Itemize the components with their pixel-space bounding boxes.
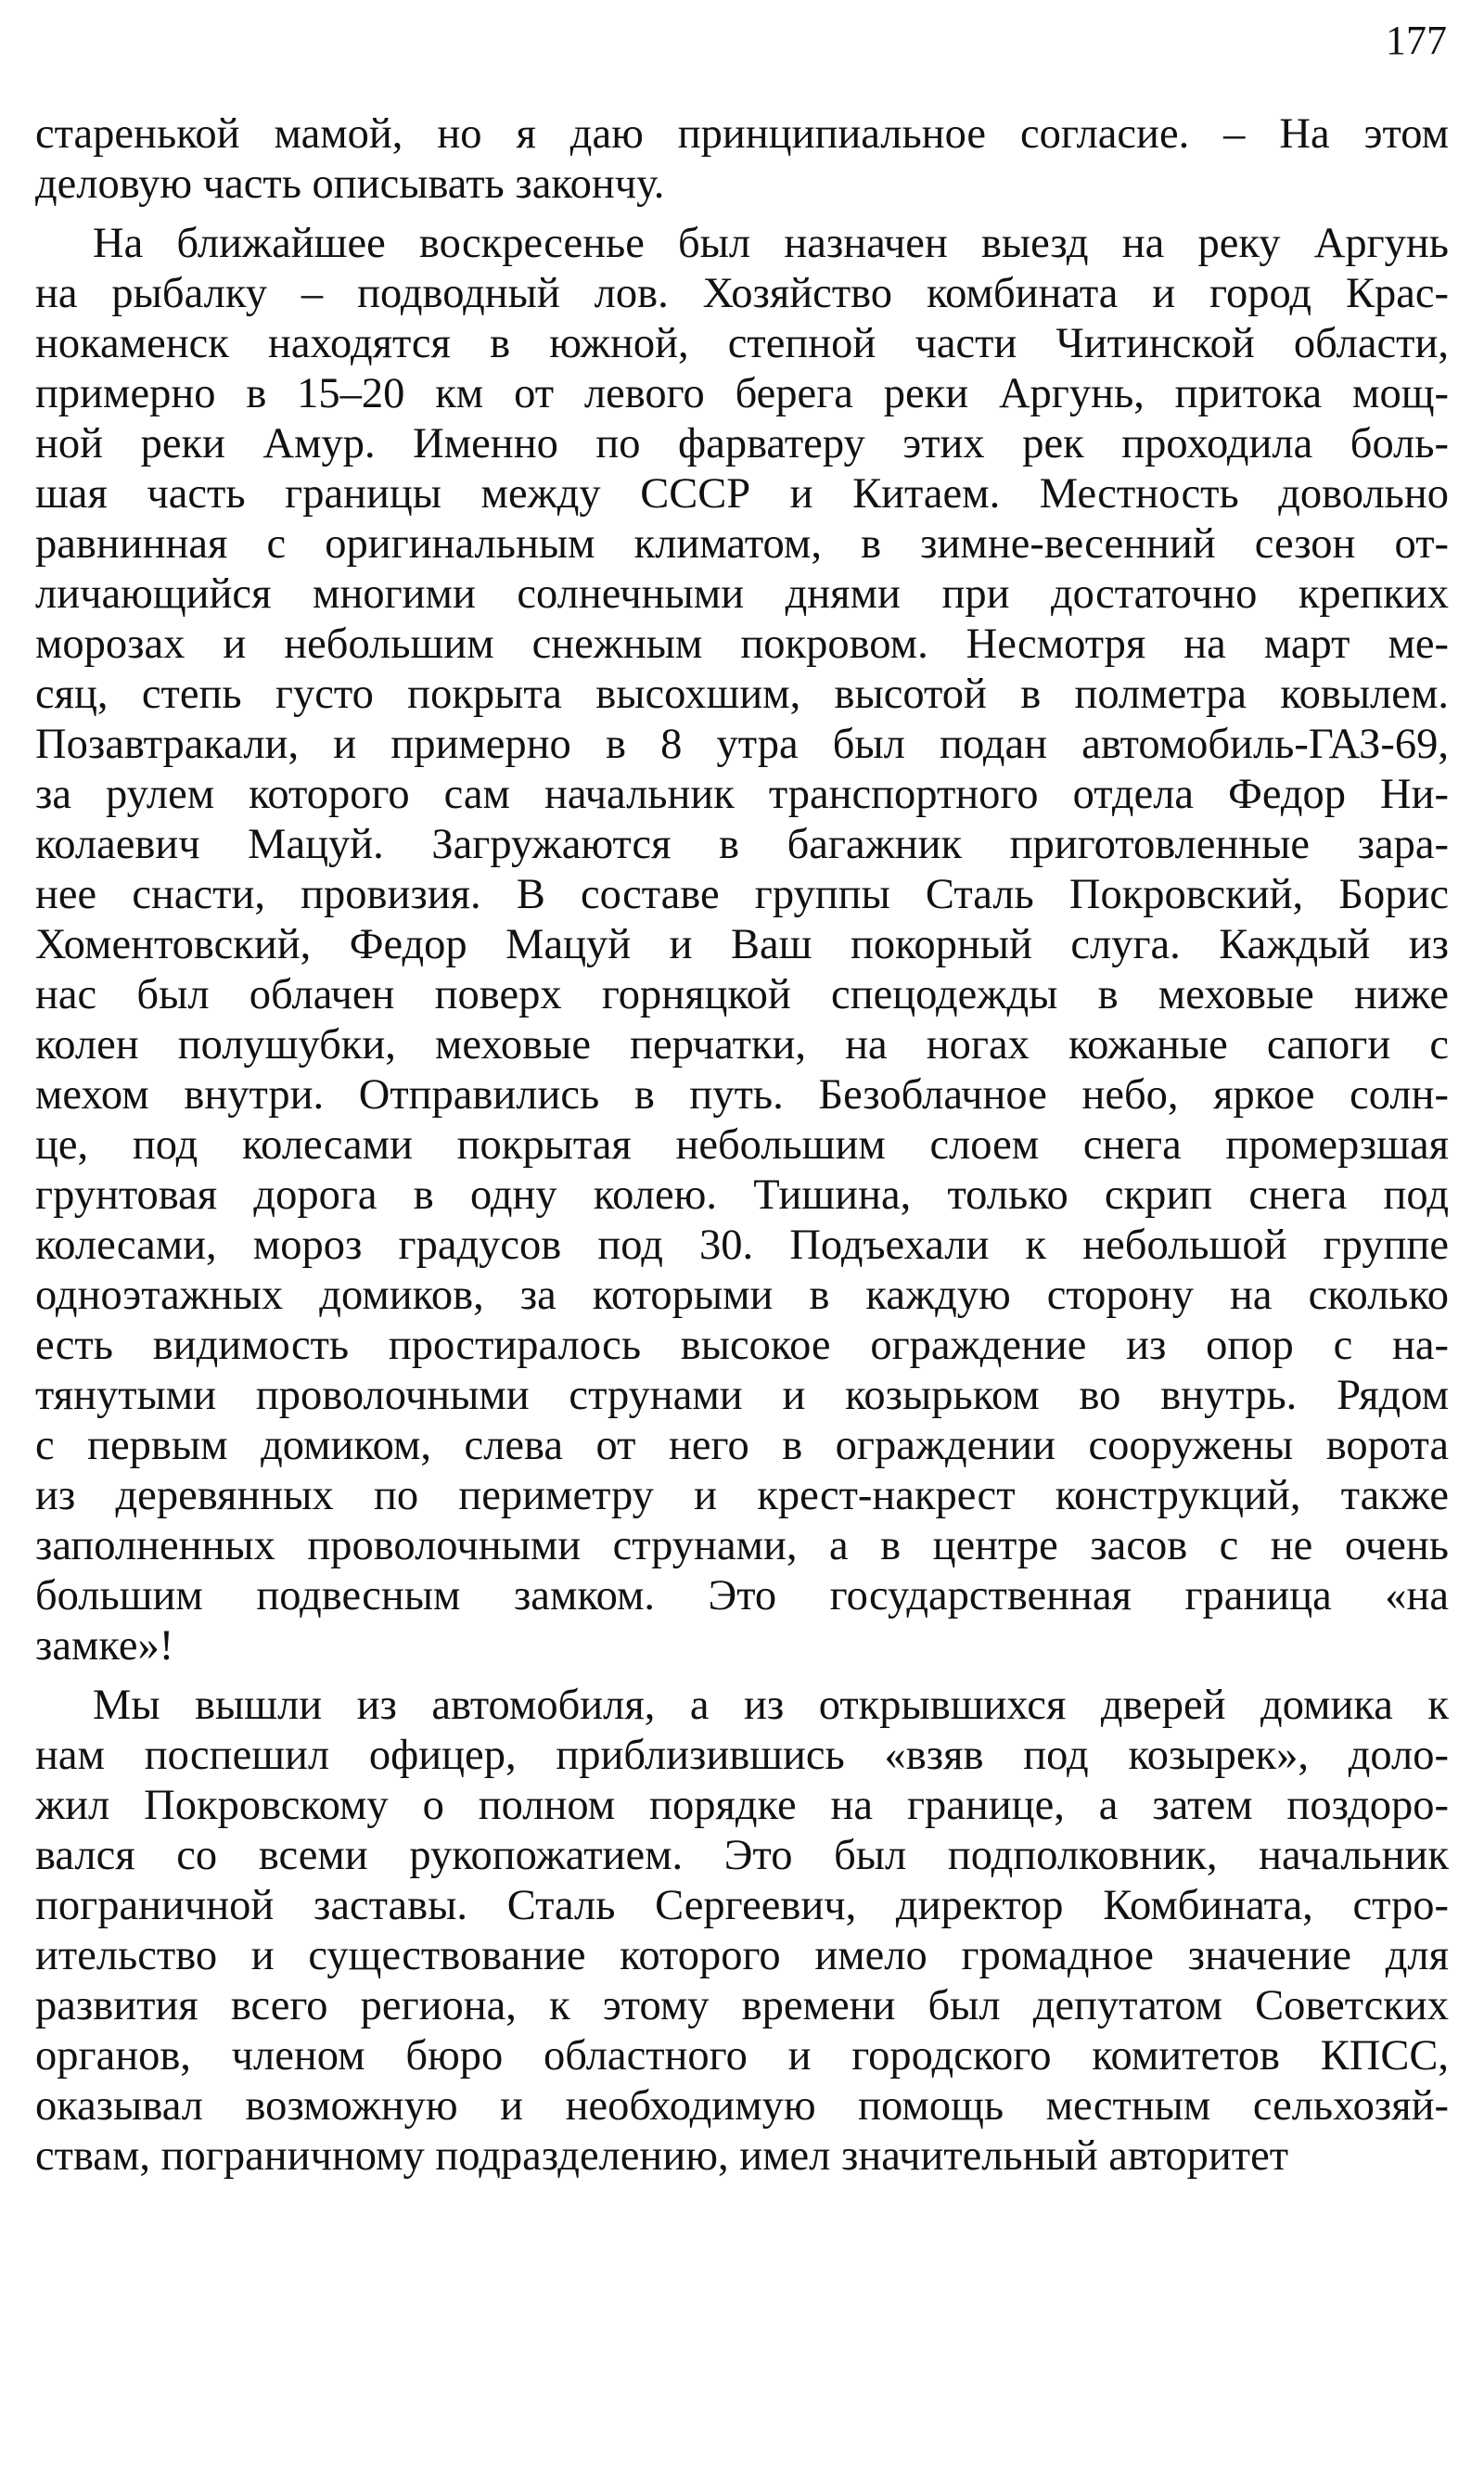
paragraph-gap — [35, 210, 1449, 219]
text-line: це, под колесами покрытая небольшим слоем снега промерзшая — [35, 1121, 1449, 1169]
text-line: Мы вышли из автомобиля, а из открывшихся дверей домика к — [93, 1682, 1449, 1729]
text-line: есть видимость простиралось высокое ограждение из опор с на- — [35, 1322, 1449, 1369]
text-line: заполненных проволочными струнами, а в центре засов с не очень — [35, 1522, 1449, 1569]
text-line: жил Покровскому о полном порядке на границе, а затем поздоро- — [35, 1782, 1449, 1829]
text-line: тянутыми проволочными струнами и козырьком во внутрь. Рядом — [35, 1372, 1449, 1419]
text-line: мехом внутри. Отправились в путь. Безоблачное небо, яркое солн- — [35, 1071, 1449, 1119]
text-line: колаевич Мацуй. Загружаются в багажник приготовленные зара- — [35, 821, 1449, 868]
paragraph — [35, 1681, 1449, 2182]
text-line: одноэтажных домиков, за которыми в каждую сторону на сколько — [35, 1272, 1449, 1319]
text-line: ительство и существование которого имело громадное значение для — [35, 1932, 1449, 1979]
text-line: нокаменск находятся в южной, степной части Читинской области, — [35, 320, 1449, 367]
text-line: ствам, пограничному подразделению, имел значительный авторитет — [35, 2132, 1289, 2180]
text-line: личающийся многими солнечными днями при достаточно крепких — [35, 570, 1449, 618]
text-line: нам поспешил офицер, приблизившись «взяв под козырек», доло- — [35, 1732, 1449, 1779]
paragraph — [35, 109, 1449, 210]
body-text — [35, 109, 1449, 2182]
text-line: Хоментовский, Федор Мацуй и Ваш покорный слуга. Каждый из — [35, 921, 1449, 968]
text-line: На ближайшее воскресенье был назначен выезд на реку Аргунь — [93, 220, 1449, 267]
text-line: старенькой мамой, но я даю принципиальное согласие. – На этом — [35, 110, 1449, 158]
text-line: грунтовая дорога в одну колею. Тишина, только скрип снега под — [35, 1171, 1449, 1219]
text-line: развития всего региона, к этому времени был депутатом Советских — [35, 1982, 1449, 2029]
text-line: большим подвесным замком. Это государственная граница «на — [35, 1572, 1449, 1619]
page-number: 177 — [1386, 18, 1447, 63]
text-line: из деревянных по периметру и крест-накрест конструкций, также — [35, 1472, 1449, 1519]
text-line: с первым домиком, слева от него в ограждении сооружены ворота — [35, 1422, 1449, 1469]
paragraph — [35, 219, 1449, 1671]
text-line: шая часть границы между СССР и Китаем. Местность довольно — [35, 470, 1449, 518]
text-line: морозах и небольшим снежным покровом. Несмотря на март ме- — [35, 621, 1449, 668]
text-line: оказывал возможную и необходимую помощь местным сельхозяй- — [35, 2082, 1449, 2130]
text-line: за рулем которого сам начальник транспортного отдела Федор Ни- — [35, 771, 1449, 818]
text-line: замке»! — [35, 1622, 174, 1670]
text-line: пограничной заставы. Сталь Сергеевич, директор Комбината, стро- — [35, 1882, 1449, 1929]
text-line: Позавтракали, и примерно в 8 утра был подан автомобиль-ГАЗ-69, — [35, 721, 1449, 768]
text-line: примерно в 15–20 км от левого берега реки Аргунь, притока мощ- — [35, 370, 1449, 417]
text-line: вался со всеми рукопожатием. Это был подполковник, начальник — [35, 1832, 1449, 1879]
text-line: сяц, степь густо покрыта высохшим, высотой в полметра ковылем. — [35, 671, 1449, 718]
text-line: колен полушубки, меховые перчатки, на ногах кожаные сапоги с — [35, 1021, 1449, 1069]
paragraph-gap — [35, 1671, 1449, 1681]
text-line: деловую часть описывать закончу. — [35, 160, 665, 208]
text-line: колесами, мороз градусов под 30. Подъехали к небольшой группе — [35, 1222, 1449, 1269]
text-line: ной реки Амур. Именно по фарватеру этих рек проходила боль- — [35, 420, 1449, 467]
text-line: на рыбалку – подводный лов. Хозяйство комбината и город Крас- — [35, 270, 1449, 317]
text-line: нас был облачен поверх горняцкой спецодежды в меховые ниже — [35, 971, 1449, 1018]
text-line: равнинная с оригинальным климатом, в зимне-весенний сезон от- — [35, 520, 1449, 568]
text-line: органов, членом бюро областного и городского комитетов КПСС, — [35, 2032, 1449, 2080]
text-line: нее снасти, провизия. В составе группы Сталь Покровский, Борис — [35, 871, 1449, 918]
